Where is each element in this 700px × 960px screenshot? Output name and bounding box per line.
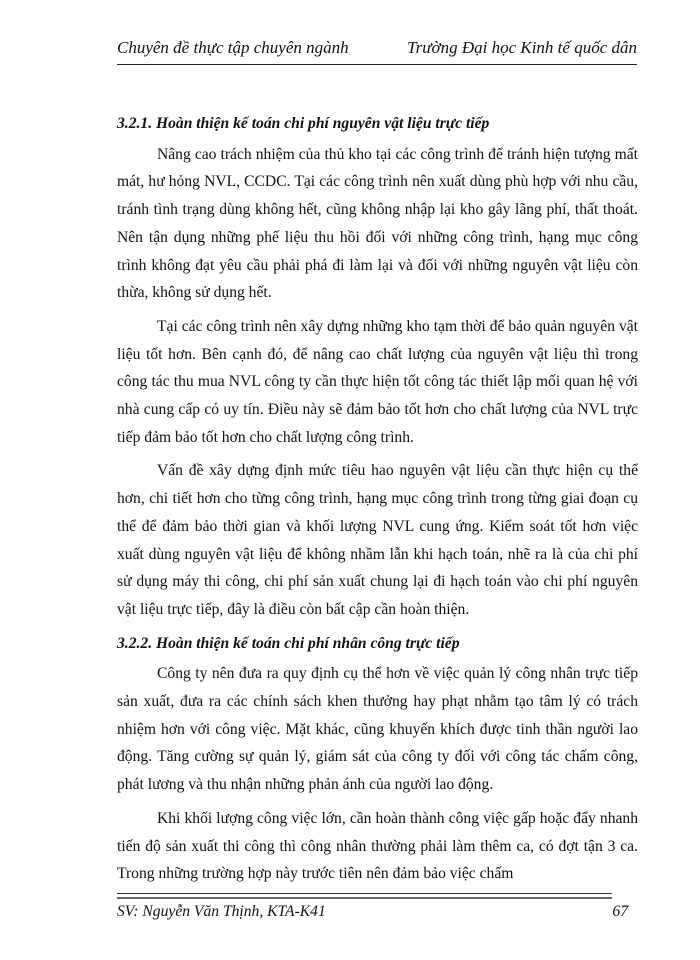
header-report-title: Chuyên đề thực tập chuyên ngành [117, 38, 349, 57]
section-3-2-1 [117, 110, 638, 624]
header-divider [117, 64, 637, 65]
page-header [117, 38, 637, 62]
section-heading: 3.2.1. Hoàn thiện kế toán chi phí nguyên vật liệu trực tiếp [117, 115, 490, 132]
section-3-2-2 [117, 630, 638, 888]
section-heading: 3.2.2. Hoàn thiện kế toán chi phí nhân công trực tiếp [117, 634, 460, 652]
paragraph: Khi khối lượng công việc lớn, cần hoàn thành công việc gấp hoặc đẩy nhanh tiến độ sản xuất thi công thì công nhân thường phải làm thêm ca, có đợt tận 3 ca. Trong những trường hợp này trước tiên nên đảm bảo việc chấm [117, 809, 638, 883]
paragraph: Tại các công trình nên xây dựng những kho tạm thời để bảo quản nguyên vật liệu tốt hơn. Bên cạnh đó, để nâng cao chất lượng của nguyên vật liệu thì trong công tác thu mua NVL công ty cần thực hiện tốt công tác thiết lập mối quan hệ với nhà cung cấp có uy tín. Điều này sẽ đảm bảo tốt hơn cho chất lượng của NVL trực tiếp đảm bảo tốt hơn cho chất lượng công trình. [117, 317, 638, 446]
paragraph: Vấn đề xây dựng định mức tiêu hao nguyên vật liệu cần thực hiện cụ thể hơn, chi tiết hơn cho từng công trình, hạng mục công trình trong từng giai đoạn cụ thể để đảm bảo thời gian và khối lượng NVL cung ứng. Kiểm soát tốt hơn việc xuất dùng nguyên vật liệu để không nhầm lẫn khi hạch toán, nhẽ ra là của chi phí sử dụng máy thi công, chi phí sản xuất chung lại đi hạch toán vào chi phí nguyên vật liệu trực tiếp, đây là điều còn bất cập cần hoàn thiện. [117, 462, 638, 618]
paragraph: Nâng cao trách nhiệm của thủ kho tại các công trình để tránh hiện tượng mất mát, hư hỏng NVL, CCDC. Tại các công trình nên xuất dùng phù hợp với nhu cầu, tránh tình trạng dùng không hết, cũng không nhập lại kho gây lãng phí, thất thoát. Nên tận dụng những phế liệu thu hồi đối với những công trình, hạng mục công trình không đạt yêu cầu phải phá đi làm lại và đối với những nguyên vật liệu còn thừa, không sử dụng hết. [117, 145, 638, 302]
footer-divider [117, 893, 612, 898]
page-number: 67 [612, 903, 628, 920]
header-university: Trường Đại học Kinh tế quốc dân [407, 38, 637, 57]
page-body [117, 110, 638, 894]
footer-author: SV: Nguyễn Văn Thịnh, KTA-K41 [117, 903, 326, 920]
paragraph: Công ty nên đưa ra quy định cụ thể hơn về việc quản lý công nhân trực tiếp sản xuất, đưa ra các chính sách khen thưởng hay phạt nhằm tạo tâm lý có trách nhiệm hơn với công việc. Mặt khác, cũng khuyến khích được tinh thần người lao động. Tăng cường sự quản lý, giám sát của công ty đối với công tác chấm công, phát lương và thu nhận những phản ánh của người lao động. [117, 665, 638, 794]
